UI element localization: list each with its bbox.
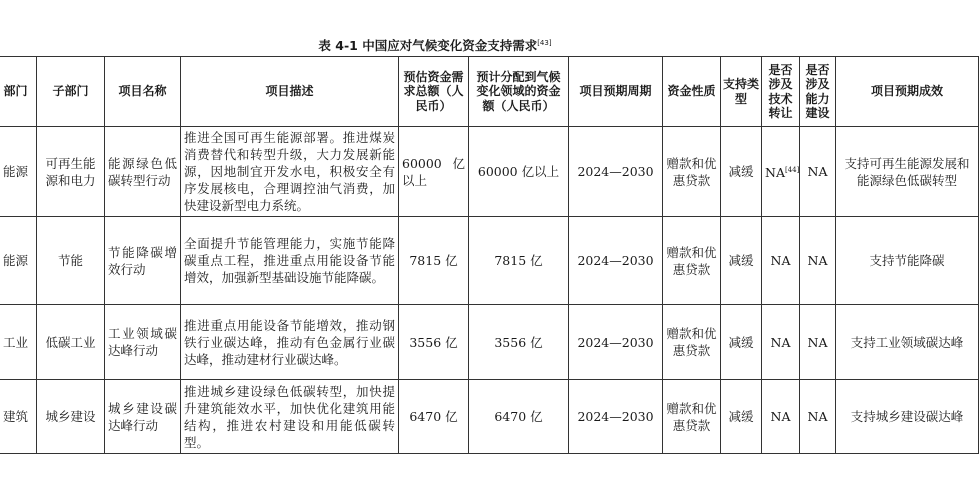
cell-nature: 赠款和优惠贷款 <box>663 380 721 454</box>
cell-allocated: 6470 亿 <box>469 380 569 454</box>
cell-project-name: 工业领域碳达峰行动 <box>105 305 181 380</box>
cell-type: 减缓 <box>721 305 762 380</box>
cell-subsector: 节能 <box>37 217 105 305</box>
cell-outcome: 支持工业领域碳达峰 <box>836 305 979 380</box>
header-sector: 部门 <box>0 57 37 127</box>
header-type: 支持类型 <box>721 57 762 127</box>
cell-outcome: 支持节能降碳 <box>836 217 979 305</box>
header-outcome: 项目预期成效 <box>836 57 979 127</box>
cell-project-name: 能源绿色低碳转型行动 <box>105 127 181 217</box>
tech-transfer-reference: [44] <box>784 165 800 174</box>
header-tech-transfer: 是否涉及技术转让 <box>762 57 800 127</box>
cell-subsector: 城乡建设 <box>37 380 105 454</box>
cell-sector: 能源 <box>0 127 37 217</box>
cell-allocated: 7815 亿 <box>469 217 569 305</box>
cell-subsector: 可再生能源和电力 <box>37 127 105 217</box>
cell-period: 2024—2030 <box>569 305 663 380</box>
cell-capacity: NA <box>800 127 836 217</box>
cell-period: 2024—2030 <box>569 127 663 217</box>
cell-total: 6470 亿 <box>399 380 469 454</box>
cell-total: 3556 亿 <box>399 305 469 380</box>
title-reference: [43] <box>537 38 552 47</box>
tech-transfer-value: NA <box>765 165 785 181</box>
table-row <box>0 127 979 217</box>
cell-capacity: NA <box>800 217 836 305</box>
table-row <box>0 217 979 305</box>
cell-outcome: 支持可再生能源发展和能源绿色低碳转型 <box>836 127 979 217</box>
header-project-name: 项目名称 <box>105 57 181 127</box>
cell-type: 减缓 <box>721 217 762 305</box>
cell-allocated: 60000 亿以上 <box>469 127 569 217</box>
header-subsector: 子部门 <box>37 57 105 127</box>
cell-total: 60000 亿以上 <box>399 127 469 217</box>
cell-nature: 赠款和优惠贷款 <box>663 305 721 380</box>
table-row <box>0 380 979 454</box>
cell-description: 推进全国可再生能源部署。推进煤炭消费替代和转型升级，大力发展新能源，因地制宜开发水电，积极安全有序发展核电，合理调控油气消费，加快建设新型电力系统。 <box>181 127 399 217</box>
cell-description: 全面提升节能管理能力，实施节能降碳重点工程，推进重点用能设备节能增效，加强新型基础设施节能降碳。 <box>181 217 399 305</box>
header-allocated: 预计分配到气候变化领域的资金额（人民币） <box>469 57 569 127</box>
cell-tech-transfer: NA <box>762 217 800 305</box>
cell-outcome: 支持城乡建设碳达峰 <box>836 380 979 454</box>
cell-description: 推进重点用能设备节能增效，推动钢铁行业碳达峰，推动有色金属行业碳达峰，推动建材行业碳达峰。 <box>181 305 399 380</box>
cell-subsector: 低碳工业 <box>37 305 105 380</box>
header-row <box>0 57 979 127</box>
cell-nature: 赠款和优惠贷款 <box>663 217 721 305</box>
cell-capacity: NA <box>800 380 836 454</box>
cell-period: 2024—2030 <box>569 217 663 305</box>
cell-capacity: NA <box>800 305 836 380</box>
cell-nature: 赠款和优惠贷款 <box>663 127 721 217</box>
table-title <box>0 36 870 54</box>
cell-tech-transfer <box>762 127 800 217</box>
funding-needs-table <box>0 56 979 454</box>
table-row <box>0 305 979 380</box>
header-total: 预估资金需求总额（人民币） <box>399 57 469 127</box>
cell-sector: 工业 <box>0 305 37 380</box>
header-nature: 资金性质 <box>663 57 721 127</box>
cell-project-name: 城乡建设碳达峰行动 <box>105 380 181 454</box>
header-period: 项目预期周期 <box>569 57 663 127</box>
cell-tech-transfer: NA <box>762 380 800 454</box>
table-title-text: 表 4-1 中国应对气候变化资金支持需求 <box>318 38 538 53</box>
cell-total: 7815 亿 <box>399 217 469 305</box>
cell-project-name: 节能降碳增效行动 <box>105 217 181 305</box>
cell-type: 减缓 <box>721 127 762 217</box>
cell-tech-transfer: NA <box>762 305 800 380</box>
cell-sector: 建筑 <box>0 380 37 454</box>
cell-type: 减缓 <box>721 380 762 454</box>
header-capacity: 是否涉及能力建设 <box>800 57 836 127</box>
header-description: 项目描述 <box>181 57 399 127</box>
cell-period: 2024—2030 <box>569 380 663 454</box>
cell-description: 推进城乡建设绿色低碳转型，加快提升建筑能效水平，加快优化建筑用能结构，推进农村建设和用能低碳转型。 <box>181 380 399 454</box>
cell-sector: 能源 <box>0 217 37 305</box>
cell-allocated: 3556 亿 <box>469 305 569 380</box>
